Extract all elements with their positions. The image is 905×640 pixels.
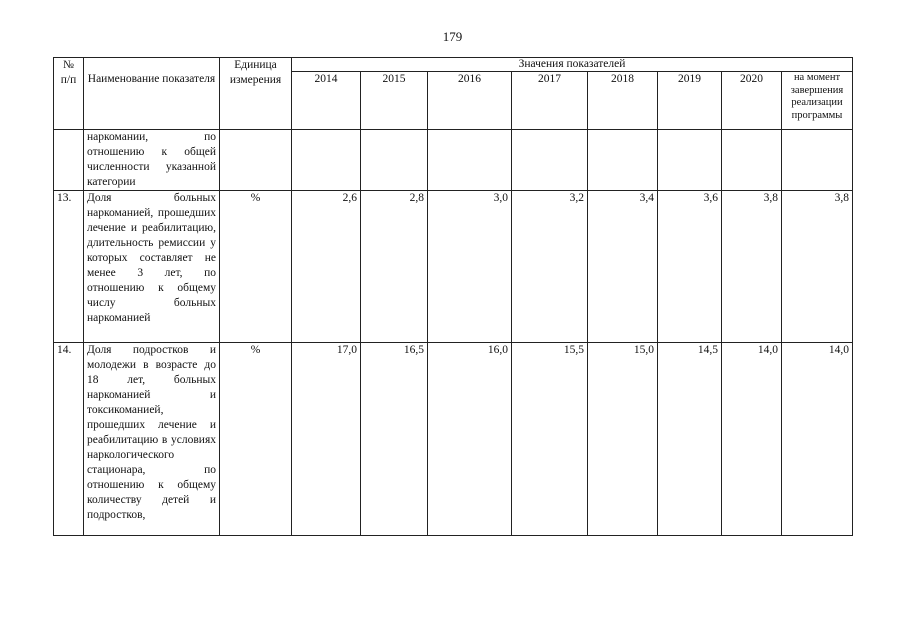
header-row-top <box>54 58 853 72</box>
row-name: Доля подростков и молодежи в возрасте до 18 лет, больных наркоманией и токсикоманией, прошедших лечение и реабилитацию в условиях наркологического стационара, по отношению к общему количеству детей и подростков, <box>84 343 220 536</box>
header-name: Наименование показателя <box>84 58 220 130</box>
row-value-2019: 3,6 <box>658 191 722 343</box>
header-year-2020: 2020 <box>722 72 782 130</box>
row-num: 13. <box>54 191 84 343</box>
header-unit: Единица измерения <box>220 58 292 130</box>
row-value-2015: 16,5 <box>361 343 428 536</box>
row-value-2015: 2,8 <box>361 191 428 343</box>
row-value-2016 <box>428 130 512 191</box>
row-value-2015 <box>361 130 428 191</box>
row-value-2018: 3,4 <box>588 191 658 343</box>
table-row <box>54 130 853 191</box>
row-value-2017: 15,5 <box>512 343 588 536</box>
row-value-2017 <box>512 130 588 191</box>
header-year-2015: 2015 <box>361 72 428 130</box>
row-value-2014: 17,0 <box>292 343 361 536</box>
header-year-2014: 2014 <box>292 72 361 130</box>
row-name: наркомании, по отношению к общей численности указанной категории <box>84 130 220 191</box>
row-value-final: 14,0 <box>782 343 853 536</box>
row-value-2019: 14,5 <box>658 343 722 536</box>
header-year-2017: 2017 <box>512 72 588 130</box>
page-number: 179 <box>442 29 463 44</box>
row-value-final: 3,8 <box>782 191 853 343</box>
table-row <box>54 343 853 536</box>
row-value-2014: 2,6 <box>292 191 361 343</box>
row-value-2018 <box>588 130 658 191</box>
row-value-2020: 14,0 <box>722 343 782 536</box>
header-year-2016: 2016 <box>428 72 512 130</box>
row-value-2014 <box>292 130 361 191</box>
row-value-final <box>782 130 853 191</box>
row-value-2017: 3,2 <box>512 191 588 343</box>
header-num: № п/п <box>54 58 84 130</box>
indicators-table <box>53 57 853 536</box>
row-value-2019 <box>658 130 722 191</box>
row-name: Доля больных наркоманией, прошедших лечение и реабилитацию, длительность ремиссии у которых составляет не менее 3 лет, по отношению к общему числу больных наркоманией <box>84 191 220 343</box>
header-values-group: Значения показателей <box>292 58 853 72</box>
row-value-2020: 3,8 <box>722 191 782 343</box>
row-value-2016: 3,0 <box>428 191 512 343</box>
header-year-2019: 2019 <box>658 72 722 130</box>
row-unit: % <box>220 191 292 343</box>
header-final: на момент завершения реализации программы <box>782 72 853 130</box>
row-value-2020 <box>722 130 782 191</box>
row-num <box>54 130 84 191</box>
row-num: 14. <box>54 343 84 536</box>
row-unit <box>220 130 292 191</box>
table-row <box>54 191 853 343</box>
header-year-2018: 2018 <box>588 72 658 130</box>
row-value-2018: 15,0 <box>588 343 658 536</box>
row-value-2016: 16,0 <box>428 343 512 536</box>
row-unit: % <box>220 343 292 536</box>
